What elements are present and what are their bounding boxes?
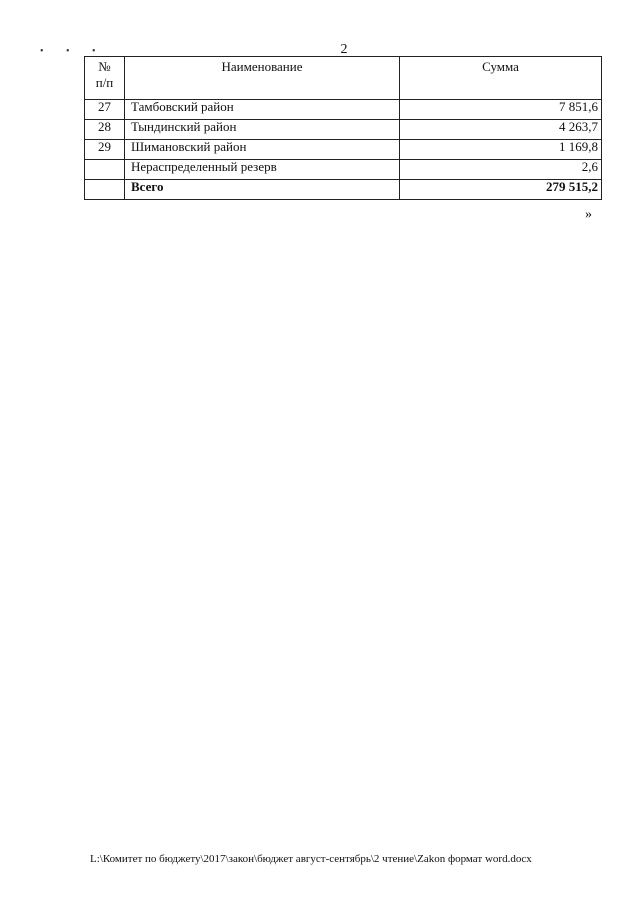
total-sum: 279 515,2 bbox=[400, 180, 602, 200]
header-name: Наименование bbox=[125, 57, 400, 100]
header-num-line2: п/п bbox=[95, 75, 114, 90]
table-row bbox=[85, 160, 602, 180]
row-num bbox=[85, 160, 125, 180]
row-num: 29 bbox=[85, 140, 125, 160]
page-number: 2 bbox=[340, 42, 348, 57]
row-name: Тындинский район bbox=[125, 120, 400, 140]
row-sum: 1 169,8 bbox=[400, 140, 602, 160]
row-num: 27 bbox=[85, 100, 125, 120]
table-row bbox=[85, 100, 602, 120]
header-num bbox=[85, 57, 125, 100]
total-num bbox=[85, 180, 125, 200]
table-total-row bbox=[85, 180, 602, 200]
row-num: 28 bbox=[85, 120, 125, 140]
row-name: Тамбовский район bbox=[125, 100, 400, 120]
row-sum: 4 263,7 bbox=[400, 120, 602, 140]
budget-table bbox=[84, 56, 602, 200]
scan-artifact-dots: • • • bbox=[40, 46, 106, 57]
header-num-line1: № bbox=[98, 59, 111, 74]
row-name: Нераспределенный резерв bbox=[125, 160, 400, 180]
table-header-row bbox=[85, 57, 602, 100]
closing-quote: » bbox=[585, 207, 592, 222]
row-name: Шимановский район bbox=[125, 140, 400, 160]
row-sum: 2,6 bbox=[400, 160, 602, 180]
footer-file-path: L:\Комитет по бюджету\2017\закон\бюджет август-сентябрь\2 чтение\Zakon формат word.docx bbox=[90, 853, 532, 865]
row-sum: 7 851,6 bbox=[400, 100, 602, 120]
header-sum: Сумма bbox=[400, 57, 602, 100]
table-row bbox=[85, 120, 602, 140]
table-row bbox=[85, 140, 602, 160]
total-name: Всего bbox=[125, 180, 400, 200]
